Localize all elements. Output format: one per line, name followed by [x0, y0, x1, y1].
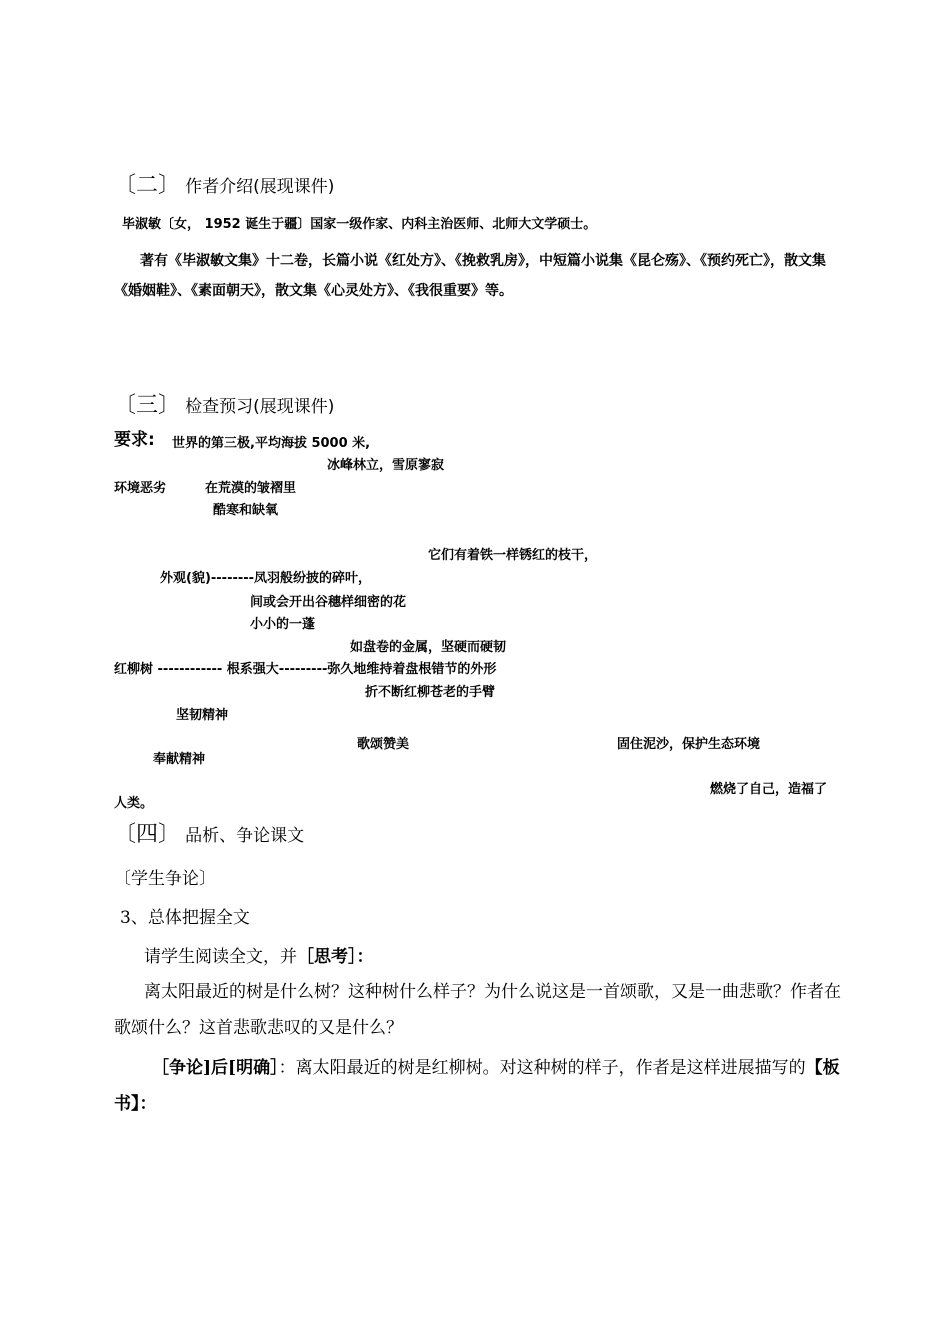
section4-title: 品析、争论课文: [185, 826, 305, 846]
section2-title: 作者介绍(展现课件): [185, 177, 335, 197]
reading-instruction: [144, 942, 374, 967]
outline-tenacity: 坚韧精神: [176, 708, 229, 723]
section3-title: 检查预习(展现课件): [185, 397, 335, 417]
outline-praise: 歌颂赞美: [357, 737, 410, 752]
outline-line-8: 小小的一蓬: [250, 617, 316, 632]
outline-line-11: 折不断红柳苍老的手臂: [365, 685, 496, 700]
author-works: 著有《毕淑敏文集》十二卷，长篇小说《红处方》、《挽救乳房》，中短篇小说集《昆仑殇》、《预约死亡》，散文集《婚姻鞋》、《素面朝天》，散文集《心灵处方》、《我很重要》等。: [114, 253, 826, 299]
outline-line-7: 间或会开出谷穗样细密的花: [250, 595, 407, 610]
outline-dedication: 奉献精神: [153, 752, 206, 767]
section2-number: 〔二〕: [114, 173, 181, 198]
outline-appearance: 外观(貌)--------凤羽般纷披的碎叶，: [160, 571, 372, 586]
section3-heading: [114, 388, 334, 419]
outline-protect: 固住泥沙，保护生态环境: [617, 737, 761, 752]
section4-heading: [114, 817, 304, 848]
outline-line-4: 酷寒和缺氧: [213, 503, 279, 518]
discussion-clarify-label: ［争论]后[明确］: [152, 1058, 279, 1078]
answer-text: ：离太阳最近的树是红柳树。对这种树的样子，作者是这样进展描写的: [278, 1058, 806, 1078]
outline-line-1: 世界的第三极,平均海拔 5000 米,: [172, 436, 371, 451]
author-bio: 毕淑敏〔女， 1952 诞生于疆〕国家一级作家、内科主治医师、北师大文学硕士。: [122, 217, 597, 232]
outline-environment: 环境恶劣: [114, 481, 167, 496]
section4-number: 〔四〕: [114, 822, 181, 847]
outline-line-16: 人类。: [114, 796, 154, 811]
think-label: ［思考］：: [297, 947, 374, 967]
outline-line-15: 燃烧了自己，造福了: [710, 782, 828, 797]
outline-line-3: 在荒漠的皱褶里: [205, 481, 297, 496]
student-discussion: 〔学生争论〕: [114, 869, 216, 889]
section3-number: 〔三〕: [114, 393, 181, 418]
outline-line-5: 它们有着铁一样锈红的枝干，: [428, 548, 598, 563]
outline-line-2: 冰峰林立，雪原寥寂: [327, 458, 445, 473]
section2-heading: [114, 168, 334, 199]
point-3: 3、总体把握全文: [120, 908, 250, 928]
board-label: 【板书】：: [114, 1058, 840, 1114]
outline-tree-roots: 红柳树 ------------ 根系强大---------弥久地维持着盘根错节的外形: [114, 662, 497, 677]
answer-paragraph: [114, 1050, 842, 1122]
requirement-label: 要求:: [114, 430, 155, 450]
reading-prefix: 请学生阅读全文，并: [144, 947, 297, 967]
question-paragraph: 离太阳最近的树是什么树？这种树什么样子？为什么说这是一首颂歌，又是一曲悲歌？作者在歌颂什么？这首悲歌悲叹的又是什么？: [114, 982, 841, 1038]
outline-line-9: 如盘卷的金属，坚硬而硬韧: [350, 640, 507, 655]
